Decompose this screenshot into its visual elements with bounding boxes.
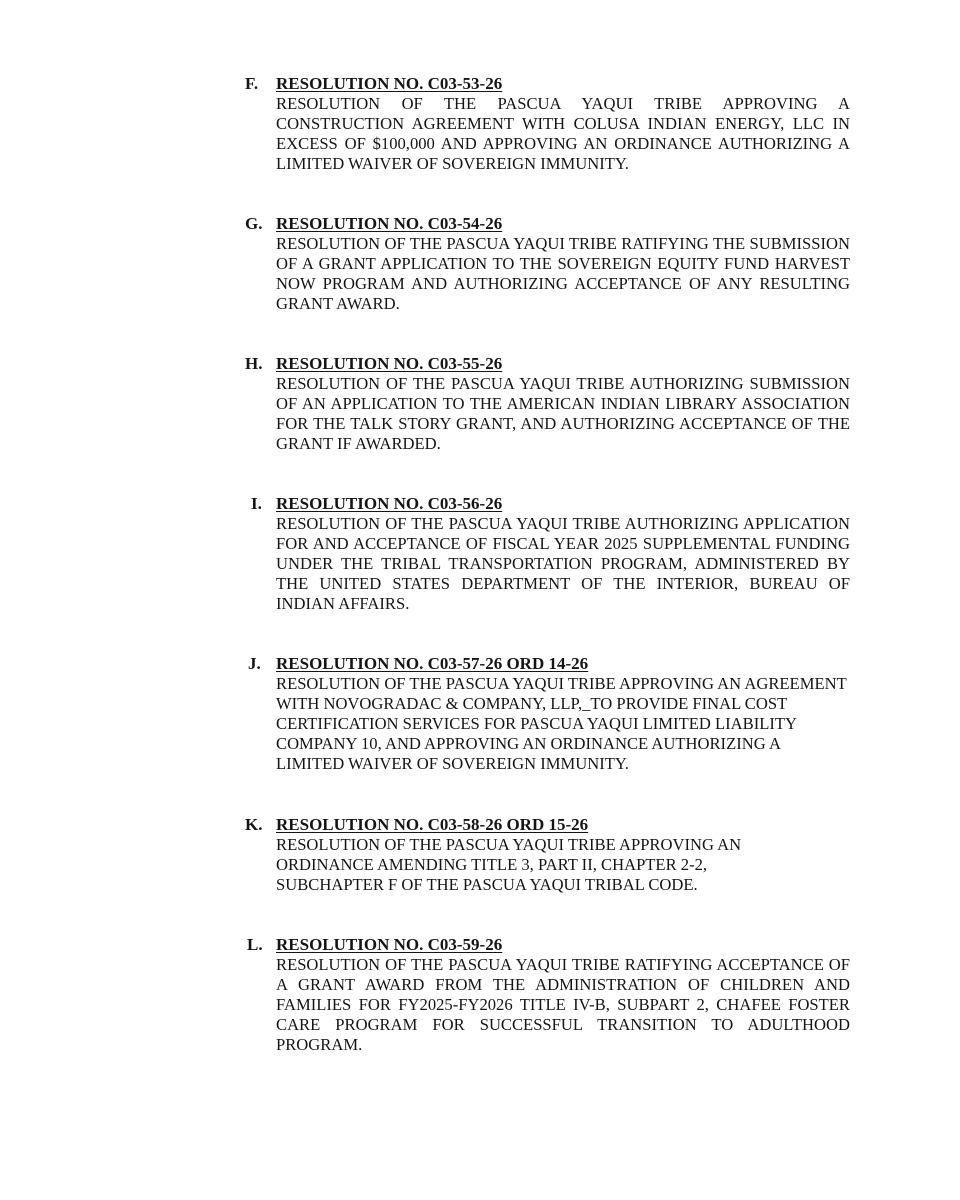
resolution-heading: RESOLUTION NO. C03-56-26: [276, 494, 503, 513]
resolution-text: RESOLUTION OF THE PASCUA YAQUI TRIBE RATIFYING ACCEPTANCE OF A GRANT AWARD FROM THE ADMINISTRATION OF CHILDREN AND FAMILIES FOR FY2025-FY2026 TITLE IV-B, SUBPART 2, CHAFEE FOSTER CARE PROGRAM FOR SUCCESSFUL TRANSITION TO ADULTHOOD PROGRAM.: [276, 955, 850, 1054]
item-letter: L.: [247, 935, 263, 954]
resolution-heading: RESOLUTION NO. C03-54-26: [276, 214, 503, 233]
resolution-text: RESOLUTION OF THE PASCUA YAQUI TRIBE APPROVING AN ORDINANCE AMENDING TITLE 3, PART II, CHAPTER 2-2, SUBCHAPTER F OF THE PASCUA YAQUI TRIBAL CODE.: [276, 835, 742, 894]
item-letter: G.: [245, 214, 263, 233]
resolution-heading: RESOLUTION NO. C03-59-26: [276, 935, 503, 954]
item-letter: I.: [251, 494, 262, 513]
resolution-heading: RESOLUTION NO. C03-58-26 ORD 15-26: [276, 815, 589, 834]
resolution-heading: RESOLUTION NO. C03-57-26 ORD 14-26: [276, 654, 589, 673]
resolution-heading: RESOLUTION NO. C03-53-26: [276, 74, 503, 93]
resolution-content: [276, 214, 850, 314]
resolution-content: [276, 815, 850, 895]
resolution-text: RESOLUTION OF THE PASCUA YAQUI TRIBE APPROVING A CONSTRUCTION AGREEMENT WITH COLUSA INDIAN ENERGY, LLC IN EXCESS OF $100,000 AND APPROVING AN ORDINANCE AUTHORIZING A LIMITED WAIVER OF SOVEREIGN IMMUNITY.: [276, 94, 850, 173]
resolution-content: [276, 74, 850, 174]
item-letter: K.: [245, 815, 263, 834]
resolution-content: [276, 354, 850, 454]
resolution-content: [276, 935, 850, 1055]
item-letter: F.: [245, 74, 259, 93]
resolution-text: RESOLUTION OF THE PASCUA YAQUI TRIBE AUTHORIZING SUBMISSION OF AN APPLICATION TO THE AMERICAN INDIAN LIBRARY ASSOCIATION FOR THE TALK STORY GRANT, AND AUTHORIZING ACCEPTANCE OF THE GRANT IF AWARDED.: [276, 374, 850, 453]
resolution-content: [276, 654, 850, 774]
resolution-heading: RESOLUTION NO. C03-55-26: [276, 354, 503, 373]
resolution-text: RESOLUTION OF THE PASCUA YAQUI TRIBE AUTHORIZING APPLICATION FOR AND ACCEPTANCE OF FISCAL YEAR 2025 SUPPLEMENTAL FUNDING UNDER THE TRIBAL TRANSPORTATION PROGRAM, ADMINISTERED BY THE UNITED STATES DEPARTMENT OF THE INTERIOR, BUREAU OF INDIAN AFFAIRS.: [276, 514, 850, 613]
item-letter: H.: [245, 354, 263, 373]
resolution-content: [276, 494, 850, 614]
resolution-text: RESOLUTION OF THE PASCUA YAQUI TRIBE RATIFYING THE SUBMISSION OF A GRANT APPLICATION TO THE SOVEREIGN EQUITY FUND HARVEST NOW PROGRAM AND AUTHORIZING ACCEPTANCE OF ANY RESULTING GRANT AWARD.: [276, 234, 850, 313]
resolution-text: RESOLUTION OF THE PASCUA YAQUI TRIBE APPROVING AN AGREEMENT WITH NOVOGRADAC & COMPANY, LLP,_TO PROVIDE FINAL COST CERTIFICATION SERVICES FOR PASCUA YAQUI LIMITED LIABILITY COMPANY 10, AND APPROVING AN ORDINANCE AUTHORIZING A LIMITED WAIVER OF SOVEREIGN IMMUNITY.: [276, 674, 847, 773]
item-letter: J.: [248, 654, 261, 673]
